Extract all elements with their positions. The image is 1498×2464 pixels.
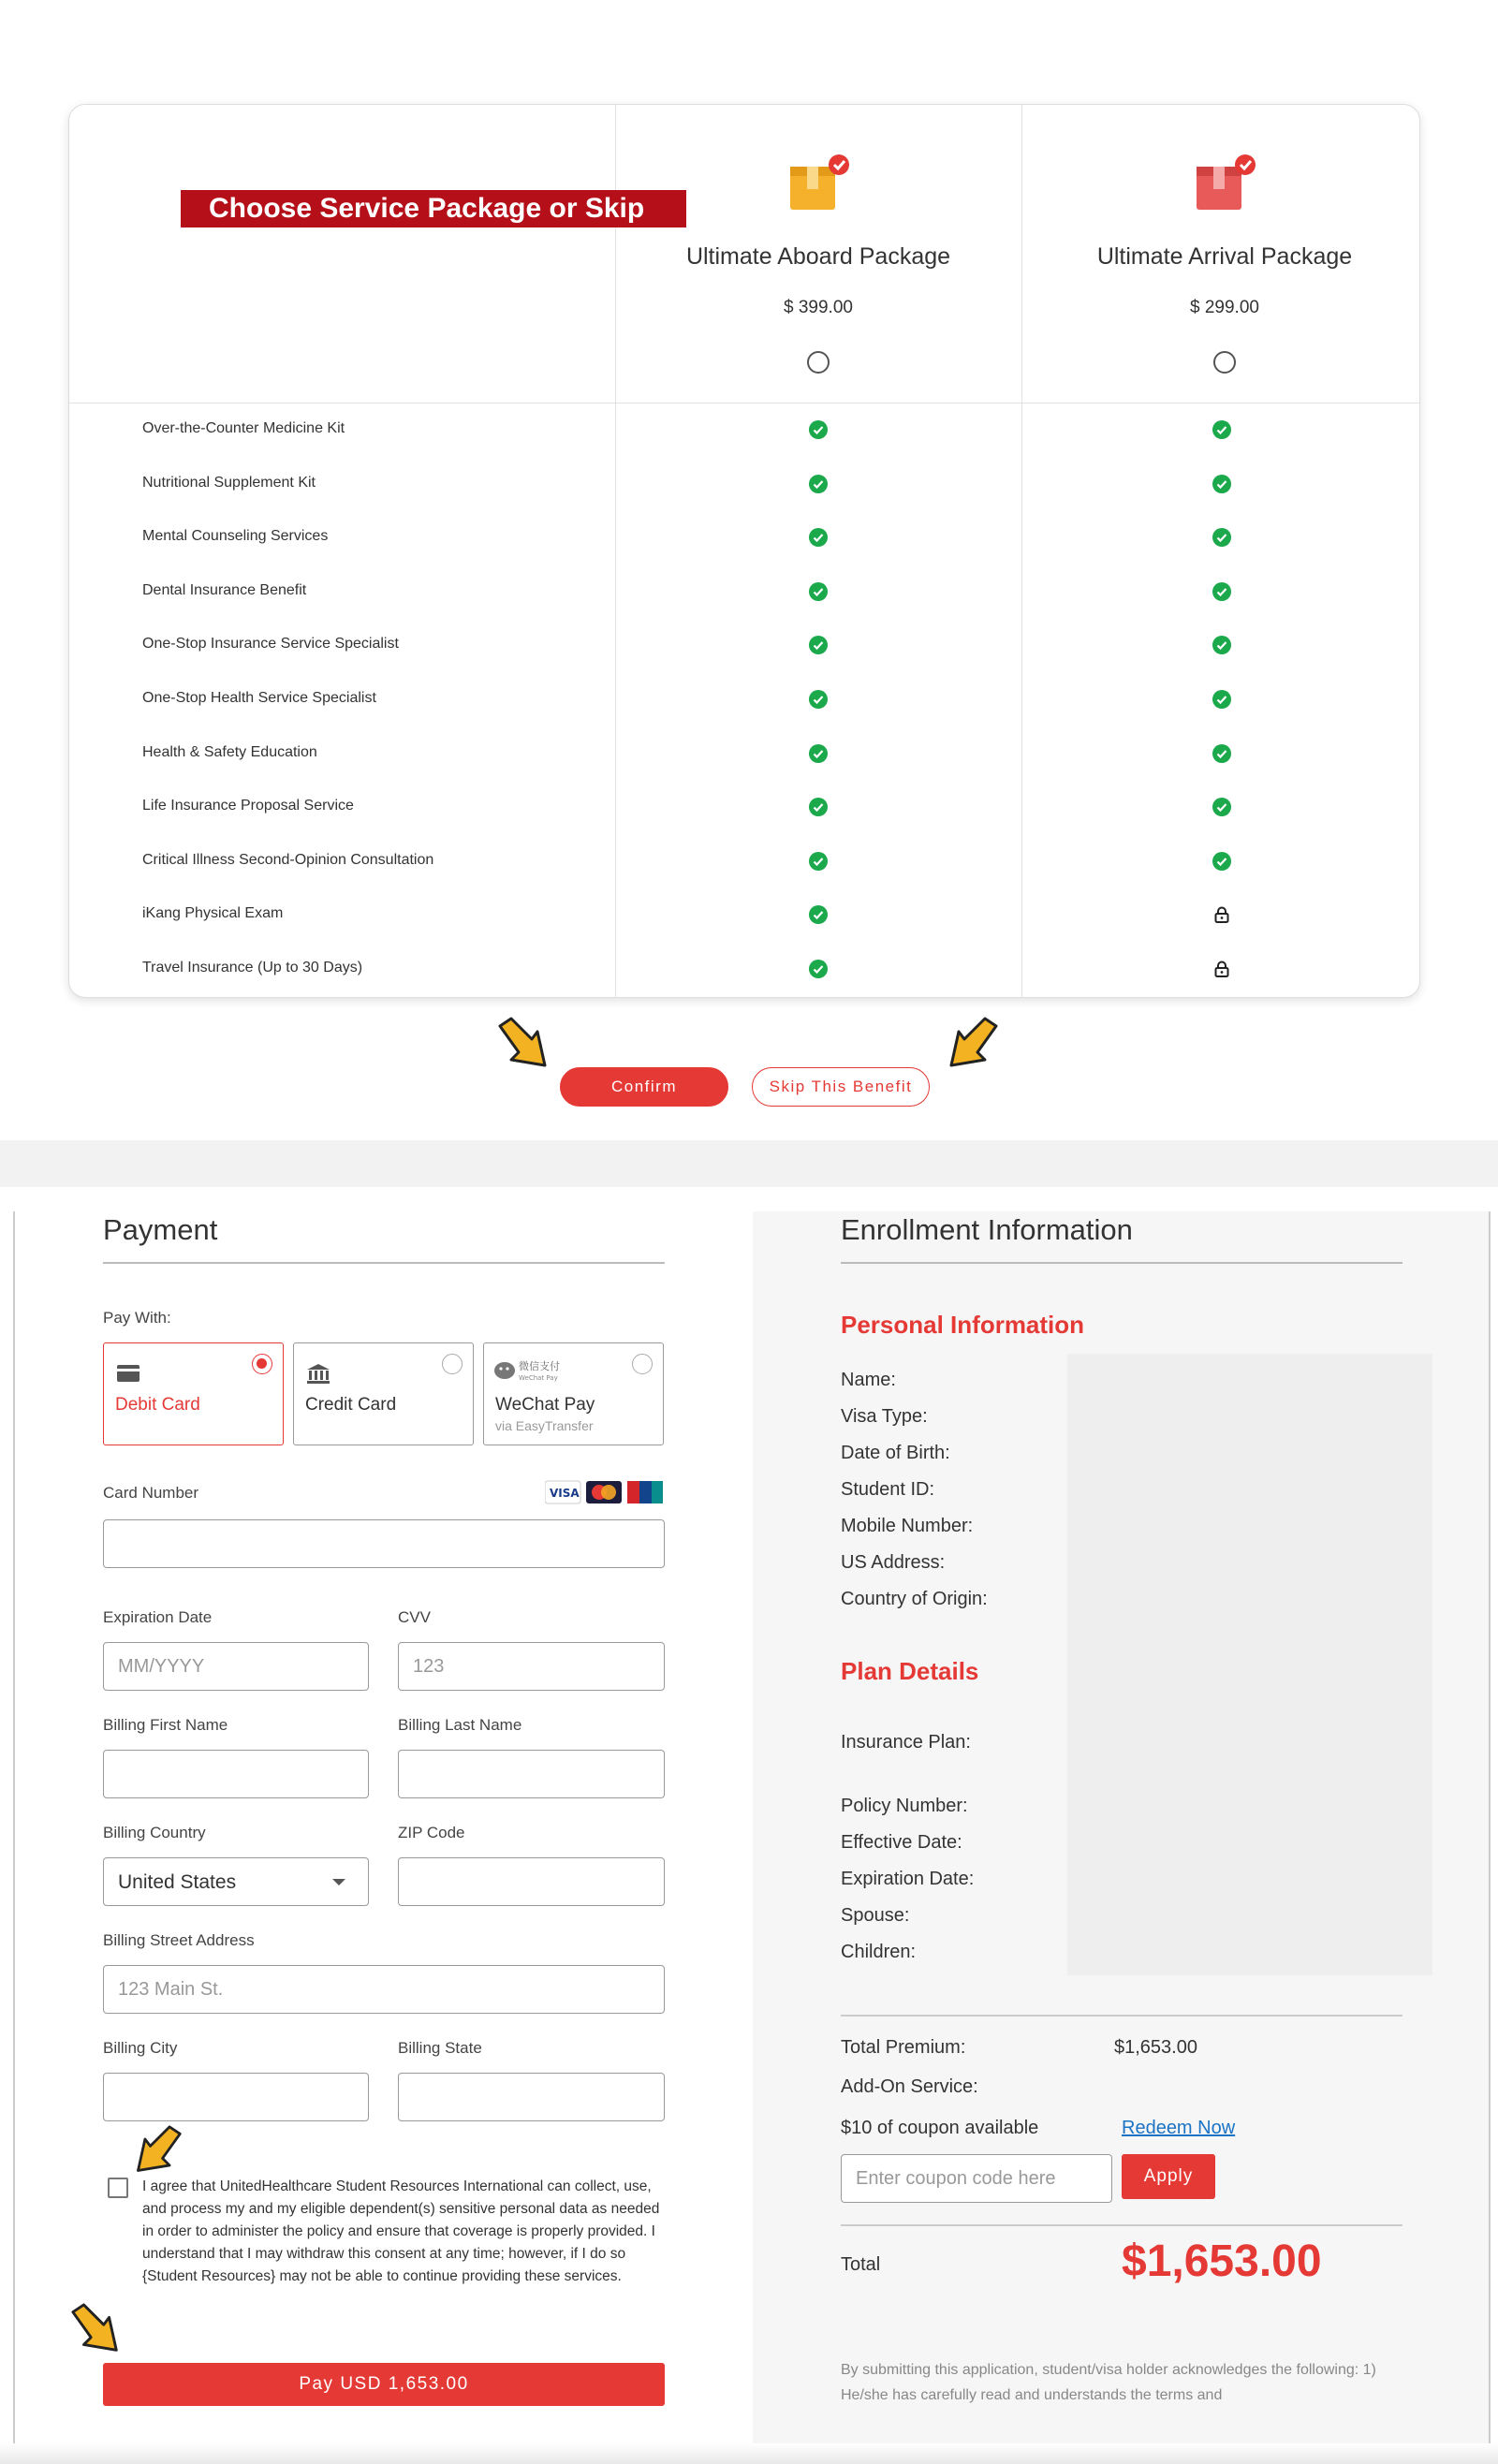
country-select-value: United States	[118, 1871, 237, 1893]
pay-option-label: Debit Card	[115, 1395, 200, 1415]
plan-detail-field-label: Policy Number:	[841, 1796, 968, 1816]
check-circle-icon	[1212, 744, 1231, 763]
package-column-arrival	[1021, 105, 1420, 403]
package-column-aboard	[615, 105, 1021, 403]
personal-info-field-label: Name:	[841, 1370, 896, 1390]
package-box-icon	[1193, 152, 1256, 215]
check-circle-icon	[809, 475, 828, 493]
wechat-logo-subtext: WeChat Pay	[519, 1374, 558, 1382]
lock-icon	[1212, 960, 1231, 978]
enrollment-title: Enrollment Information	[841, 1213, 1133, 1246]
check-circle-icon	[1212, 636, 1231, 654]
card-number-input[interactable]	[103, 1519, 665, 1568]
check-circle-icon	[1212, 475, 1231, 493]
chevron-down-icon	[332, 1879, 345, 1885]
check-circle-icon	[1212, 690, 1231, 709]
select-arrival-package-radio[interactable]	[1213, 351, 1236, 374]
package-selection-section	[0, 0, 1498, 1140]
city-input[interactable]	[103, 2073, 369, 2121]
first-name-label: Billing First Name	[103, 1716, 228, 1734]
pay-option-sublabel: via EasyTransfer	[495, 1418, 594, 1433]
wechat-pay-icon	[493, 1357, 582, 1385]
skip-benefit-button[interactable]: Skip This Benefit	[752, 1067, 930, 1107]
country-select[interactable]	[103, 1857, 369, 1906]
check-circle-icon	[1212, 852, 1231, 871]
feature-row	[69, 403, 1419, 458]
arrow-pointer-icon	[496, 1017, 552, 1073]
feature-row	[69, 888, 1419, 943]
total-premium-label: Total Premium:	[841, 2037, 966, 2058]
check-circle-icon	[809, 690, 828, 709]
personal-info-field-label: Mobile Number:	[841, 1516, 974, 1536]
feature-label: Health & Safety Education	[142, 743, 317, 760]
arrow-pointer-icon	[944, 1017, 1000, 1073]
feature-label: Life Insurance Proposal Service	[142, 798, 354, 814]
section-separator	[0, 1140, 1498, 1187]
expiration-label: Expiration Date	[103, 1608, 213, 1626]
credit-card-icon	[115, 1362, 143, 1385]
consent-text: I agree that UnitedHealthcare Student Resources International can collect, use, and process my and my eligible dependent(s) sensitive personal data as needed in order to administer the policy and ensure that coverage is properly provided. I understand that I may withdraw this consent at any time; however, if I do so {Student Resources} may not be able to continue providing these services.	[142, 2178, 660, 2284]
pay-option-label: WeChat Pay	[495, 1395, 595, 1415]
personal-info-heading: Personal Information	[841, 1311, 1085, 1339]
zip-input[interactable]	[398, 1857, 665, 1906]
wechat-pay-option[interactable]	[483, 1342, 664, 1445]
last-name-label: Billing Last Name	[398, 1716, 522, 1734]
redeem-now-link[interactable]: Redeem Now	[1122, 2118, 1236, 2138]
debit-card-option[interactable]	[103, 1342, 284, 1445]
coupon-available-label: $10 of coupon available	[841, 2118, 1039, 2138]
feature-label: Nutritional Supplement Kit	[142, 474, 316, 491]
check-circle-icon	[1212, 420, 1231, 439]
arrow-pointer-icon	[69, 2303, 124, 2357]
panel-border	[13, 1211, 15, 2447]
plan-detail-field-label: Children:	[841, 1942, 917, 1962]
package-name: Ultimate Arrival Package	[1096, 243, 1353, 270]
feature-label: iKang Physical Exam	[142, 905, 284, 922]
state-label: Billing State	[398, 2039, 482, 2057]
check-circle-icon	[809, 905, 828, 924]
plan-detail-field-label: Effective Date:	[841, 1832, 962, 1853]
pay-button[interactable]: Pay USD 1,653.00	[103, 2363, 665, 2406]
credit-card-radio[interactable]	[442, 1354, 463, 1374]
lock-icon	[1212, 905, 1231, 924]
check-circle-icon	[809, 960, 828, 978]
plan-details-heading: Plan Details	[841, 1657, 979, 1685]
personal-info-field-label: US Address:	[841, 1552, 946, 1573]
check-circle-icon	[809, 582, 828, 601]
feature-label: Critical Illness Second-Opinion Consultation	[142, 851, 434, 868]
personal-info-field-label: Student ID:	[841, 1479, 935, 1500]
cvv-input[interactable]	[398, 1642, 665, 1691]
zip-label: ZIP Code	[398, 1824, 465, 1841]
bank-icon	[305, 1362, 333, 1385]
payment-title: Payment	[103, 1213, 218, 1246]
check-circle-icon	[809, 636, 828, 654]
plan-detail-field-label: Expiration Date:	[841, 1869, 975, 1889]
feature-row	[69, 835, 1419, 889]
disclaimer-text: By submitting this application, student/visa holder acknowledges the following: 1) He/she has carefully read and understands the terms and	[841, 2362, 1376, 2403]
package-price: $ 299.00	[1190, 298, 1259, 317]
package-box-icon	[786, 152, 850, 215]
confirm-button[interactable]: Confirm	[560, 1067, 728, 1107]
choose-package-banner: Choose Service Package or Skip	[181, 190, 686, 227]
check-circle-icon	[809, 798, 828, 816]
check-circle-icon	[1212, 582, 1231, 601]
feature-label: One-Stop Health Service Specialist	[142, 690, 376, 706]
total-premium-value: $1,653.00	[1114, 2037, 1197, 2058]
personal-info-field-label: Date of Birth:	[841, 1443, 950, 1463]
addon-label: Add-On Service:	[841, 2076, 978, 2097]
street-label: Billing Street Address	[103, 1931, 255, 1949]
wechat-logo-text: 微信支付	[519, 1360, 560, 1372]
cvv-label: CVV	[398, 1608, 431, 1626]
consent-checkbox[interactable]	[108, 2178, 128, 2198]
credit-card-option[interactable]	[293, 1342, 474, 1445]
check-circle-icon	[809, 528, 828, 547]
feature-row	[69, 943, 1419, 997]
city-label: Billing City	[103, 2039, 178, 2057]
arrow-pointer-icon	[131, 2125, 184, 2178]
last-name-input[interactable]	[398, 1750, 665, 1798]
apply-coupon-button[interactable]: Apply	[1122, 2154, 1215, 2199]
divider	[841, 1262, 1403, 1264]
pay-with-label: Pay With:	[103, 1309, 171, 1327]
feature-row	[69, 673, 1419, 727]
feature-row	[69, 619, 1419, 673]
total-amount: $1,653.00	[1122, 2237, 1322, 2286]
debit-card-radio[interactable]	[252, 1354, 272, 1374]
street-input[interactable]	[103, 1965, 665, 2014]
divider	[103, 1262, 665, 1264]
package-name: Ultimate Aboard Package	[685, 243, 951, 270]
plan-detail-field-label: Spouse:	[841, 1905, 910, 1926]
feature-label: Mental Counseling Services	[142, 528, 329, 545]
redacted-values-block	[1067, 1354, 1432, 1975]
package-price: $ 399.00	[784, 298, 853, 317]
feature-label: Over-the-Counter Medicine Kit	[142, 420, 345, 436]
page-fold-shadow	[0, 2443, 1498, 2464]
check-circle-icon	[809, 420, 828, 439]
personal-info-field-label: Visa Type:	[841, 1406, 928, 1427]
divider	[841, 2015, 1403, 2017]
feature-row	[69, 458, 1419, 512]
first-name-input[interactable]	[103, 1750, 369, 1798]
plan-detail-field-label: Insurance Plan:	[841, 1732, 971, 1753]
personal-info-field-label: Country of Origin:	[841, 1589, 988, 1609]
visa-logo-text: VISA	[550, 1487, 580, 1500]
check-circle-icon	[1212, 798, 1231, 816]
package-comparison-card	[68, 104, 1420, 998]
check-circle-icon	[1212, 528, 1231, 547]
expiration-input[interactable]	[103, 1642, 369, 1691]
feature-label: Travel Insurance (Up to 30 Days)	[142, 960, 363, 975]
feature-label: One-Stop Insurance Service Specialist	[142, 636, 399, 653]
country-label: Billing Country	[103, 1824, 206, 1841]
pay-option-label: Credit Card	[305, 1395, 397, 1415]
wechat-pay-radio[interactable]	[632, 1354, 653, 1374]
feature-row	[69, 727, 1419, 782]
feature-row	[69, 781, 1419, 835]
feature-row	[69, 565, 1419, 620]
state-input[interactable]	[398, 2073, 665, 2121]
checkout-section	[0, 1187, 1498, 2464]
check-circle-icon	[809, 852, 828, 871]
feature-label: Dental Insurance Benefit	[142, 581, 307, 598]
coupon-code-input[interactable]	[841, 2154, 1112, 2203]
card-number-label: Card Number	[103, 1484, 199, 1502]
card-brands-icon	[545, 1480, 665, 1504]
total-label: Total	[841, 2254, 881, 2275]
feature-row	[69, 511, 1419, 565]
check-circle-icon	[809, 744, 828, 763]
select-aboard-package-radio[interactable]	[807, 351, 830, 374]
divider	[841, 2224, 1403, 2226]
